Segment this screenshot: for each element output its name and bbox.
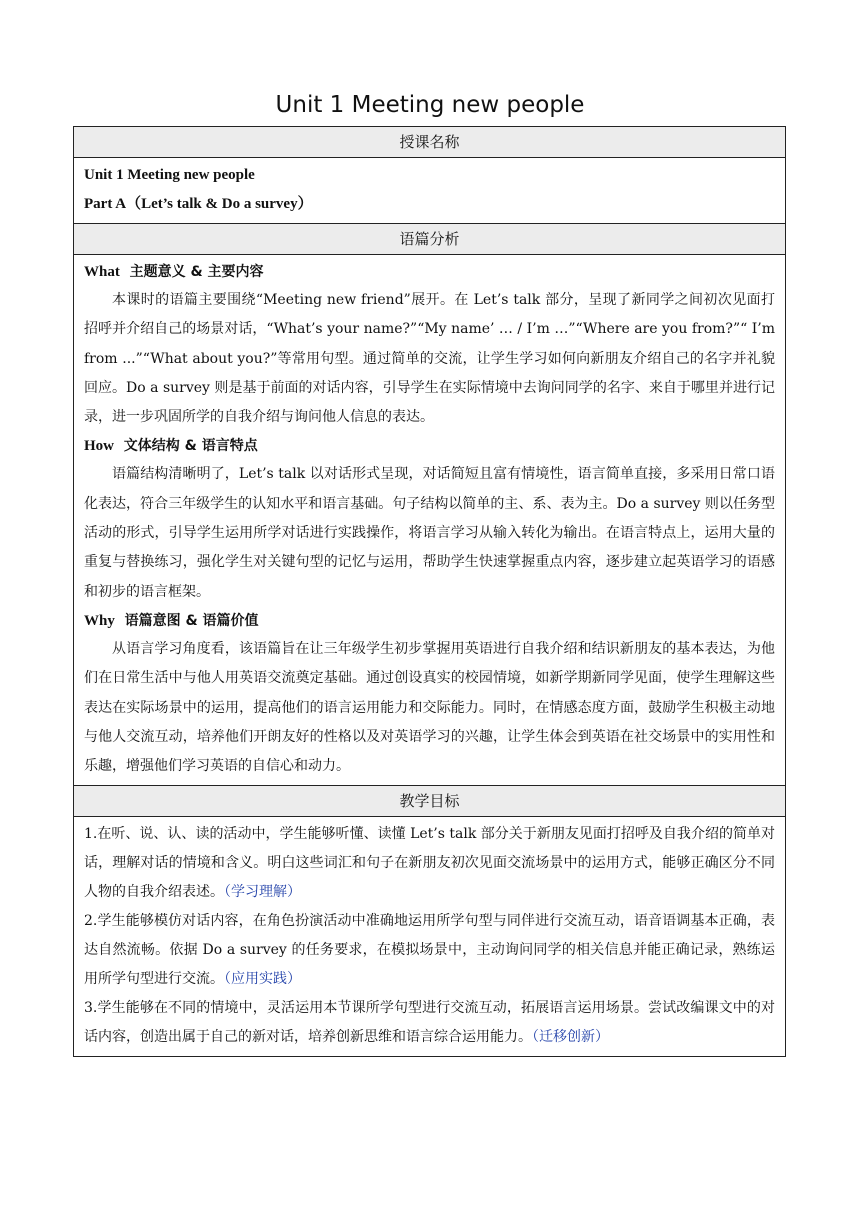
objectives-cell <box>74 817 786 1057</box>
objective-3 <box>84 994 775 1052</box>
what-heading-zh: 主题意义 & 主要内容 <box>129 264 264 280</box>
how-paragraph: 语篇结构清晰明了，Let’s talk 以对话形式呈现，对话简短且富有情境性，语言简单直接，多采用日常口语化表达，符合三年级学生的认知水平和语言基础。句子结构以简单的主、系、表为主。Do a survey 则以任务型活动的形式，引导学生运用所学对话进行实践操作，将语言学习从输入转化为输出。在语言特点上，运用大量的重复与替换练习，强化学生对关键句型的记忆与运用，帮助学生快速掌握重点内容，逐步建立起英语学习的语感和初步的语言框架。 <box>84 466 775 600</box>
how-heading <box>84 432 775 460</box>
section-header-analysis: 语篇分析 <box>74 224 786 255</box>
objectives-row <box>74 817 786 1057</box>
unit-title: Unit 1 Meeting new people <box>84 167 255 183</box>
what-paragraph: 本课时的语篇主要围绕“Meeting new friend”展开。在 Let’s talk 部分，呈现了新同学之间初次见面打招呼并介绍自己的场景对话，“What’s your name?”“My name’ … / I’m …”“Where are you from?”“ I’m from ...”“What about you?”等常用句型。通过简单的交流，让学生学习如何向新朋友介绍自己的名字并礼貌回应。Do a survey 则是基于前面的对话内容，引导学生在实际情境中去询问同学的名字、来自于哪里并进行记录，进一步巩固所学的自我介绍与询问他人信息的表达。 <box>84 292 775 426</box>
why-heading-zh: 语篇意图 & 语篇价值 <box>124 612 259 629</box>
analysis-cell <box>74 255 786 786</box>
objective-1-tag: （学习理解） <box>224 884 301 901</box>
section-header-course-name: 授课名称 <box>74 127 786 158</box>
lesson-plan-table <box>73 126 786 1057</box>
part-title: Part A（Let’s talk & Do a survey） <box>84 196 313 212</box>
objective-1-text: 1.在听、说、认、读的活动中，学生能够听懂、读懂 Let’s talk 部分关于新朋友见面打招呼及自我介绍的简单对话，理解对话的情境和含义。明白这些词汇和句子在新朋友初次见面交流场景中的运用方式，能够正确区分不同人物的自我介绍表述。 <box>84 826 775 901</box>
objective-2-tag: （应用实践） <box>224 971 301 988</box>
objective-1 <box>84 820 775 907</box>
document-title: Unit 1 Meeting new people <box>275 92 585 118</box>
course-name-row <box>74 158 786 224</box>
objectives-header-row <box>74 786 786 817</box>
course-name-cell <box>74 158 786 224</box>
section-header-objectives: 教学目标 <box>74 786 786 817</box>
how-heading-zh: 文体结构 & 语言特点 <box>123 438 258 455</box>
what-heading <box>84 258 775 286</box>
objective-3-text: 3.学生能够在不同的情境中，灵活运用本节课所学句型进行交流互动，拓展语言运用场景。尝试改编课文中的对话内容，创造出属于自己的新对话，培养创新思维和语言综合运用能力。 <box>84 1000 775 1046</box>
objective-3-tag: （迁移创新） <box>532 1029 609 1046</box>
analysis-row <box>74 255 786 786</box>
how-heading-en: How <box>84 438 114 455</box>
why-heading-en: Why <box>84 612 115 629</box>
what-heading-en: What <box>84 264 120 280</box>
course-name-header-row <box>74 127 786 158</box>
analysis-header-row <box>74 224 786 255</box>
objective-2 <box>84 907 775 994</box>
objective-2-text: 2.学生能够模仿对话内容，在角色扮演活动中准确地运用所学句型与同伴进行交流互动，语音语调基本正确，表达自然流畅。依据 Do a survey 的任务要求，在模拟场景中，主动询问同学的相关信息并能正确记录，熟练运用所学句型进行交流。 <box>84 913 775 988</box>
why-heading <box>84 607 775 635</box>
why-paragraph: 从语言学习角度看，该语篇旨在让三年级学生初步掌握用英语进行自我介绍和结识新朋友的基本表达，为他们在日常生活中与他人用英语交流奠定基础。通过创设真实的校园情境，如新学期新同学见面，使学生理解这些表达在实际场景中的运用，提高他们的语言运用能力和交际能力。同时，在情感态度方面，鼓励学生积极主动地与他人交流互动，培养他们开朗友好的性格以及对英语学习的兴趣，让学生体会到英语在社交场景中的实用性和乐趣，增强他们学习英语的自信心和动力。 <box>84 640 775 775</box>
